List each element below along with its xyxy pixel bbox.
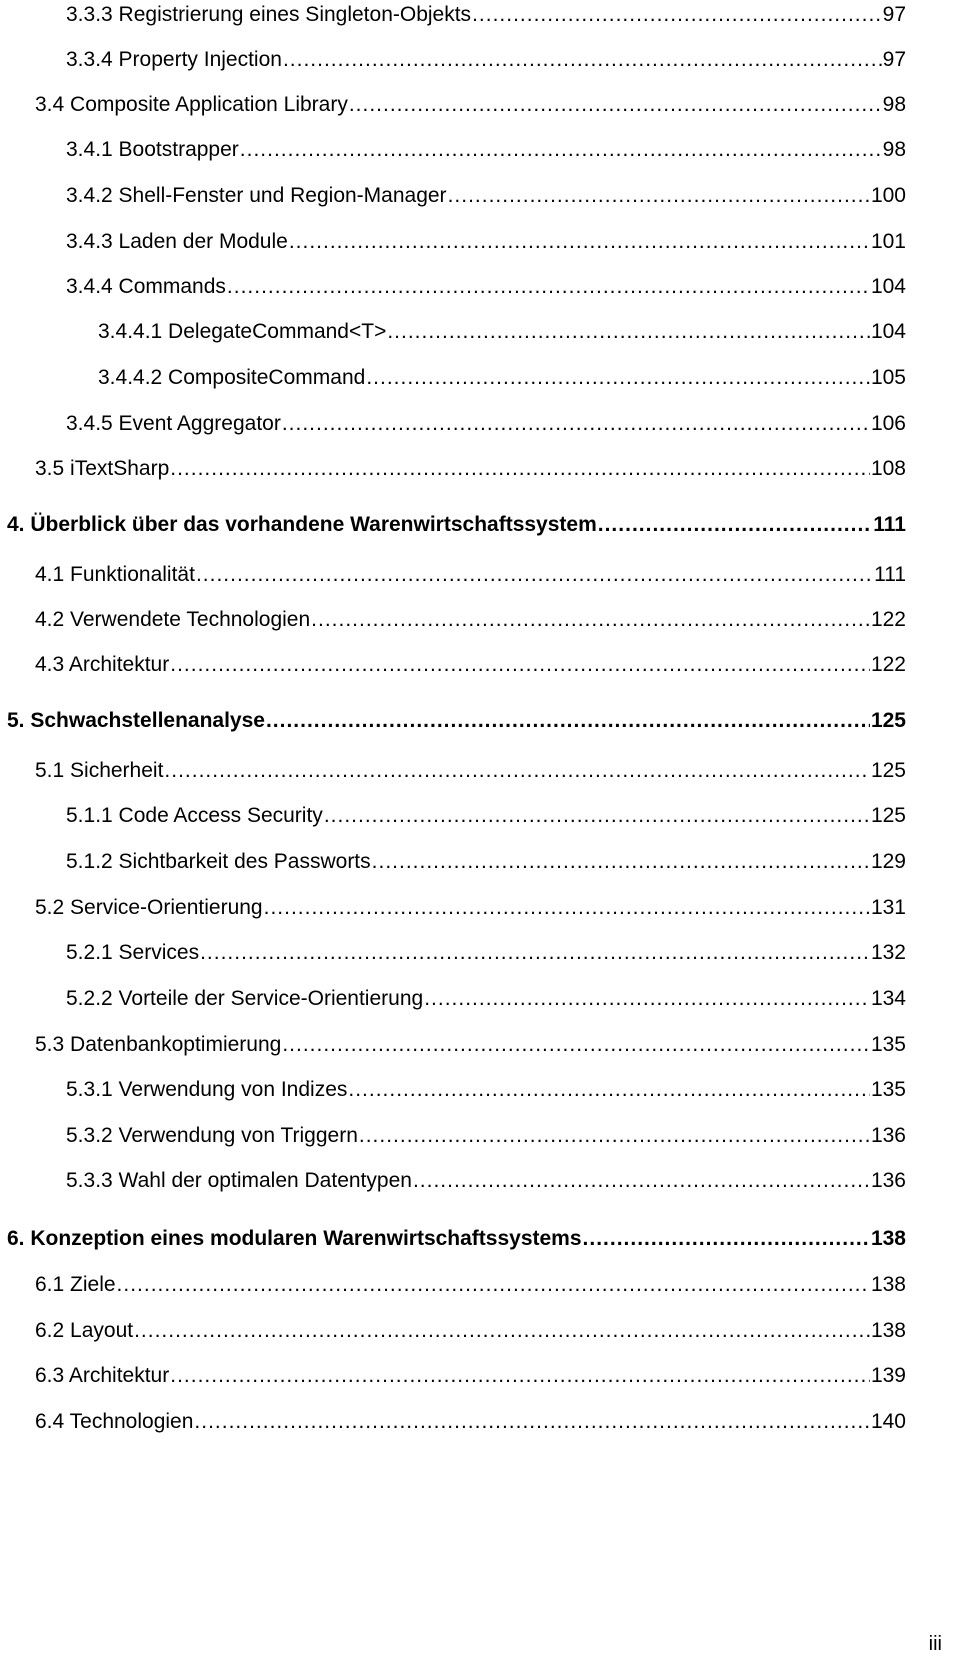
toc-entry-page: 104 [870, 320, 906, 343]
toc-entry-page: 122 [870, 608, 906, 631]
toc-entry-page: 125 [870, 804, 906, 827]
toc-entry-page: 97 [882, 48, 906, 71]
toc-entry-page: 139 [870, 1364, 906, 1387]
toc-entry-title: 3.4.2 Shell-Fenster und Region-Manager [66, 184, 447, 207]
toc-entry[interactable] [35, 1270, 906, 1300]
toc-entry-title: 5.3.3 Wahl der optimalen Datentypen [66, 1169, 412, 1192]
toc-dot-leader [387, 317, 870, 347]
toc-entry-title: 3.3.3 Registrierung eines Singleton-Objekts [66, 3, 472, 26]
toc-chapter-entry[interactable] [7, 1224, 906, 1254]
toc-dot-leader [170, 454, 870, 484]
toc-entry-title: 5.1.1 Code Access Security [66, 804, 323, 827]
toc-dot-leader [424, 984, 870, 1014]
toc-entry[interactable] [35, 1030, 906, 1060]
toc-entry-title: 3.3.4 Property Injection [66, 48, 282, 71]
toc-entry-page: 134 [870, 987, 906, 1010]
toc-entry-title: 3.4.5 Event Aggregator [66, 412, 281, 435]
toc-entry[interactable] [66, 135, 906, 165]
toc-entry[interactable] [35, 650, 906, 680]
toc-dot-leader [283, 45, 882, 75]
toc-entry[interactable] [66, 272, 906, 302]
toc-entry-title: 5.1 Sicherheit [35, 759, 164, 782]
toc-entry-page: 140 [870, 1410, 906, 1433]
toc-entry[interactable] [66, 847, 906, 877]
toc-dot-leader [413, 1166, 870, 1196]
toc-entry-page: 125 [870, 759, 906, 782]
toc-entry[interactable] [98, 317, 906, 347]
toc-entry-page: 98 [882, 93, 906, 116]
toc-dot-leader [282, 1030, 870, 1060]
toc-dot-leader [194, 1407, 870, 1437]
toc-entry-title: 3.4.4.1 DelegateCommand<T> [98, 320, 387, 343]
toc-entry-title: 6.4 Technologien [35, 1410, 194, 1433]
toc-entry[interactable] [66, 984, 906, 1014]
toc-dot-leader [227, 272, 870, 302]
toc-chapter-entry[interactable] [7, 510, 906, 540]
toc-entry-page: 111 [873, 513, 906, 536]
toc-dot-leader [583, 1224, 870, 1254]
toc-entry-title: 4.2 Verwendete Technologien [35, 608, 311, 631]
toc-entry-page: 100 [870, 184, 906, 207]
toc-entry[interactable] [35, 1407, 906, 1437]
toc-entry-title: 5.3.1 Verwendung von Indizes [66, 1078, 348, 1101]
page-number: iii [928, 1633, 942, 1655]
toc-entry[interactable] [35, 454, 906, 484]
toc-entry[interactable] [35, 605, 906, 635]
toc-dot-leader [134, 1316, 870, 1346]
toc-entry[interactable] [66, 801, 906, 831]
toc-dot-leader [200, 938, 870, 968]
toc-dot-leader [264, 893, 870, 923]
toc-dot-leader [240, 135, 882, 165]
toc-entry-title: 3.4.1 Bootstrapper [66, 138, 239, 161]
toc-dot-leader [164, 756, 870, 786]
toc-entry-page: 138 [870, 1273, 906, 1296]
toc-dot-leader [170, 1361, 870, 1391]
toc-entry-title: 5. Schwachstellenanalyse [7, 709, 265, 732]
toc-dot-leader [196, 560, 873, 590]
toc-entry-title: 4.3 Architektur [35, 653, 170, 676]
toc-entry[interactable] [66, 181, 906, 211]
toc-entry[interactable] [35, 756, 906, 786]
toc-entry-title: 5.3.2 Verwendung von Triggern [66, 1124, 358, 1147]
toc-entry-page: 105 [870, 366, 906, 389]
toc-entry-title: 5.3 Datenbankoptimierung [35, 1033, 282, 1056]
toc-entry-title: 3.5 iTextSharp [35, 457, 170, 480]
toc-dot-leader [170, 650, 870, 680]
toc-entry[interactable] [66, 45, 906, 75]
toc-entry[interactable] [35, 1361, 906, 1391]
toc-entry[interactable] [35, 560, 906, 590]
toc-entry[interactable] [98, 363, 906, 393]
toc-entry[interactable] [66, 409, 906, 439]
toc-entry[interactable] [35, 893, 906, 923]
toc-entry[interactable] [66, 0, 906, 30]
toc-entry-page: 129 [870, 850, 906, 873]
toc-entry[interactable] [66, 938, 906, 968]
toc-entry-page: 122 [870, 653, 906, 676]
toc-dot-leader [472, 0, 882, 30]
toc-entry[interactable] [66, 1121, 906, 1151]
toc-dot-leader [289, 227, 870, 257]
toc-entry[interactable] [35, 90, 906, 120]
toc-entry-title: 4.1 Funktionalität [35, 563, 195, 586]
toc-entry-title: 6.2 Layout [35, 1319, 134, 1342]
toc-chapter-entry[interactable] [7, 706, 906, 736]
toc-entry-title: 5.1.2 Sichtbarkeit des Passworts [66, 850, 371, 873]
toc-entry-page: 111 [874, 563, 906, 586]
toc-dot-leader [348, 1075, 870, 1105]
toc-dot-leader [448, 181, 870, 211]
toc-dot-leader [324, 801, 870, 831]
toc-entry-page: 135 [870, 1078, 906, 1101]
toc-entry-page: 131 [870, 896, 906, 919]
toc-dot-leader [598, 510, 873, 540]
toc-entry-page: 104 [870, 275, 906, 298]
toc-entry-title: 5.2.1 Services [66, 941, 200, 964]
toc-entry[interactable] [35, 1316, 906, 1346]
toc-entry[interactable] [66, 227, 906, 257]
toc-dot-leader [366, 363, 870, 393]
toc-entry-page: 98 [882, 138, 906, 161]
toc-entry-title: 5.2.2 Vorteile der Service-Orientierung [66, 987, 424, 1010]
toc-entry-page: 138 [870, 1319, 906, 1342]
toc-dot-leader [117, 1270, 870, 1300]
toc-entry-title: 5.2 Service-Orientierung [35, 896, 263, 919]
toc-entry-title: 4. Überblick über das vorhandene Warenwirtschaftssystem [7, 513, 597, 536]
toc-entry-title: 3.4 Composite Application Library [35, 93, 348, 116]
toc-entry-page: 101 [870, 230, 906, 253]
toc-entry-page: 138 [870, 1227, 906, 1250]
toc-entry-title: 6.3 Architektur [35, 1364, 170, 1387]
toc-entry-page: 125 [870, 709, 906, 732]
toc-dot-leader [266, 706, 870, 736]
toc-dot-leader [372, 847, 870, 877]
toc-dot-leader [311, 605, 870, 635]
toc-entry-title: 6.1 Ziele [35, 1273, 116, 1296]
toc-entry-page: 135 [870, 1033, 906, 1056]
toc-entry-page: 136 [870, 1169, 906, 1192]
toc-entry-title: 3.4.4.2 CompositeCommand [98, 366, 366, 389]
toc-entry-title: 6. Konzeption eines modularen Warenwirtschaftssystems [7, 1227, 582, 1250]
toc-entry[interactable] [66, 1075, 906, 1105]
toc-entry-page: 106 [870, 412, 906, 435]
toc-dot-leader [282, 409, 870, 439]
toc-dot-leader [359, 1121, 870, 1151]
toc-entry-title: 3.4.3 Laden der Module [66, 230, 288, 253]
toc-entry-page: 108 [870, 457, 906, 480]
toc-dot-leader [349, 90, 882, 120]
toc-entry-page: 136 [870, 1124, 906, 1147]
toc-entry-page: 97 [882, 3, 906, 26]
toc-entry-title: 3.4.4 Commands [66, 275, 226, 298]
toc-entry-page: 132 [870, 941, 906, 964]
toc-entry[interactable] [66, 1166, 906, 1196]
